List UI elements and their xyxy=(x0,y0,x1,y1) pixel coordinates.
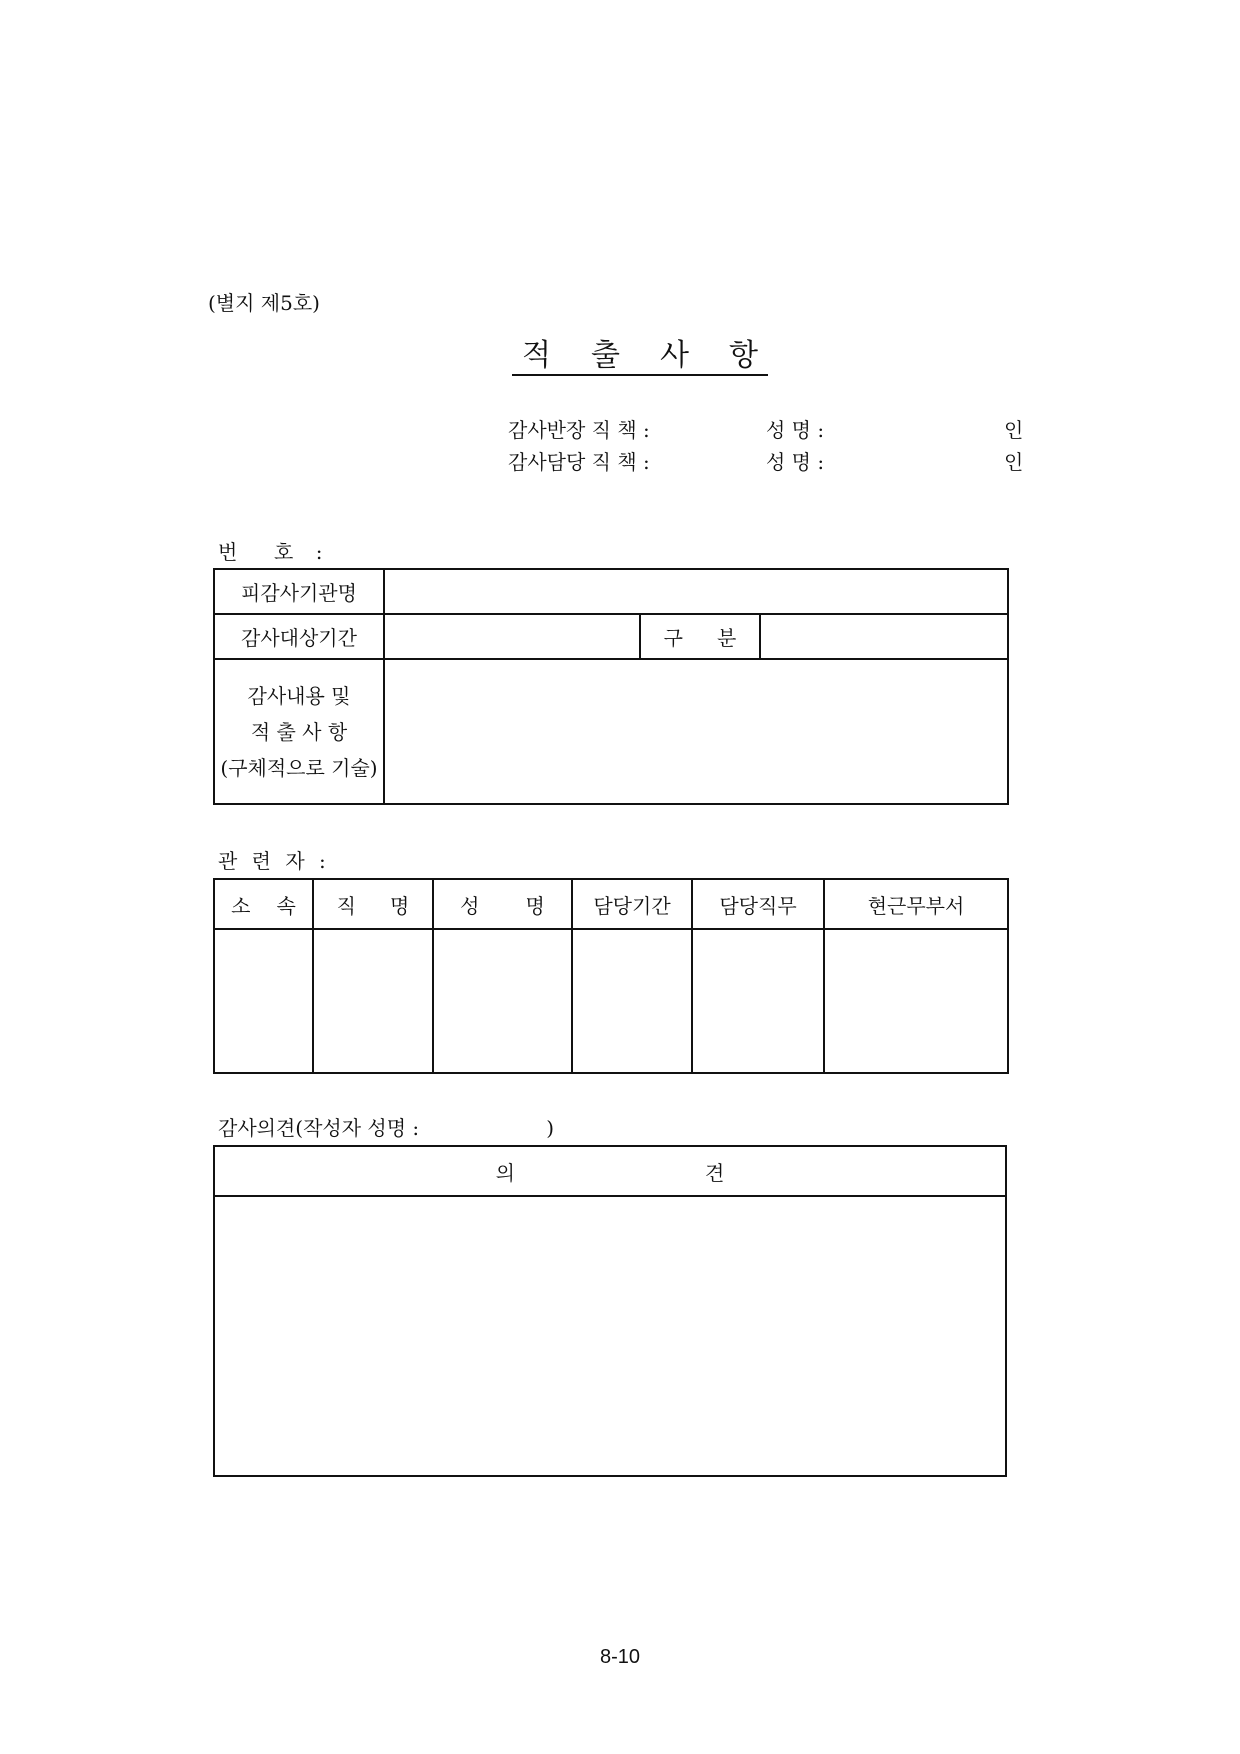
number-label xyxy=(218,536,330,565)
page-number: 8-10 xyxy=(599,1646,641,1668)
audit-info-table xyxy=(213,568,1009,805)
affiliation-value-cell[interactable] xyxy=(214,929,313,1073)
document-title xyxy=(512,330,798,376)
current-dept-value-cell[interactable] xyxy=(824,929,1008,1073)
form-number: (별지 제5호) xyxy=(208,291,320,315)
content-label-line-2: 적 출 사 항 xyxy=(250,719,348,744)
audit-opinion-table xyxy=(213,1145,1007,1477)
header-name: 성명 xyxy=(460,893,591,918)
audit-opinion-label: 감사의견(작성자 성명 : ) xyxy=(218,1116,555,1140)
header-current-dept-cell xyxy=(824,879,1008,929)
audit-period-label: 감사대상기간 xyxy=(241,626,357,650)
category-label-cell xyxy=(640,614,771,659)
content-value-cell[interactable] xyxy=(384,659,1008,804)
audited-org-label-cell xyxy=(214,569,384,614)
audited-org-label: 피감사기관명 xyxy=(241,581,357,605)
table-row xyxy=(214,929,1008,1073)
name-value-cell[interactable] xyxy=(433,929,572,1073)
header-name-cell xyxy=(433,879,591,929)
chief-auditor-name-label: 성 명 : xyxy=(766,418,825,442)
number-label-text: 번 호 : xyxy=(218,540,331,564)
auditor-position-label: 감사담당 직 책 : xyxy=(508,450,650,474)
category-value-cell[interactable] xyxy=(760,614,1008,659)
opinion-header-cell xyxy=(214,1146,1006,1196)
opinion-header: 의견 xyxy=(495,1160,915,1185)
header-affiliation-cell xyxy=(214,879,322,929)
related-persons-table xyxy=(213,878,1009,1074)
auditor-name-label: 성 명 : xyxy=(766,450,825,474)
header-position-cell xyxy=(313,879,444,929)
content-label-cell xyxy=(214,659,384,804)
document-title-text: 적출사항 xyxy=(522,338,798,373)
auditor-seal: 인 xyxy=(1004,450,1024,474)
related-persons-label: 관 련 자 : xyxy=(218,849,330,873)
chief-auditor-seal: 인 xyxy=(1004,418,1024,442)
header-current-dept: 현근무부서 xyxy=(867,893,965,918)
period-value-cell[interactable] xyxy=(572,929,692,1073)
header-duty-cell xyxy=(692,879,824,929)
duty-value-cell[interactable] xyxy=(692,929,824,1073)
header-period: 담당기간 xyxy=(593,893,671,918)
category-label: 구분 xyxy=(663,626,771,650)
audited-org-value-cell[interactable] xyxy=(384,569,1008,614)
chief-auditor-position-label: 감사반장 직 책 : xyxy=(508,418,650,442)
audit-period-value-cell[interactable] xyxy=(384,614,640,659)
content-label-line-3: (구체적으로 기술) xyxy=(220,755,378,780)
content-label-line-1: 감사내용 및 xyxy=(247,683,351,708)
audit-period-label-cell xyxy=(214,614,384,659)
header-affiliation: 소속 xyxy=(231,893,322,918)
header-duty: 담당직무 xyxy=(719,893,797,918)
header-position: 직명 xyxy=(336,893,444,918)
opinion-value-cell[interactable] xyxy=(214,1196,1006,1476)
position-value-cell[interactable] xyxy=(313,929,433,1073)
